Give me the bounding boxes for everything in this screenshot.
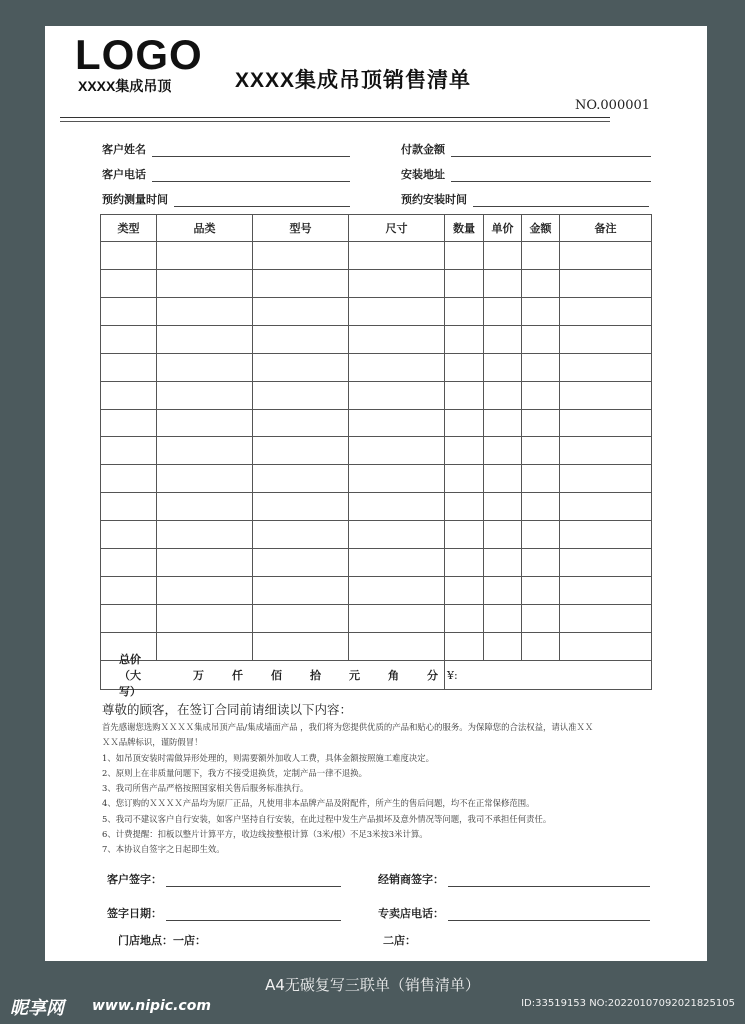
table-cell[interactable] bbox=[349, 549, 445, 577]
table-cell[interactable] bbox=[349, 353, 445, 381]
customer-signature-label: 客户签字： bbox=[107, 873, 162, 886]
table-cell[interactable] bbox=[484, 549, 522, 577]
table-row bbox=[101, 465, 652, 493]
col-remarks: 备注 bbox=[560, 215, 652, 242]
customer-signature-line[interactable] bbox=[166, 874, 341, 887]
watermark-url: www.nipic.com bbox=[92, 998, 211, 1014]
table-cell[interactable] bbox=[484, 521, 522, 549]
table-cell[interactable] bbox=[560, 381, 652, 409]
install-time-label: 预约安装时间 bbox=[401, 193, 467, 206]
table-cell[interactable] bbox=[349, 269, 445, 297]
table-cell[interactable] bbox=[484, 381, 522, 409]
col-quantity: 数量 bbox=[445, 215, 484, 242]
store-phone-label: 专卖店电话： bbox=[378, 907, 444, 920]
item-rows bbox=[101, 242, 652, 661]
table-cell[interactable] bbox=[484, 604, 522, 632]
table-cell[interactable] bbox=[560, 632, 652, 660]
table-cell[interactable] bbox=[522, 493, 560, 521]
table-cell[interactable] bbox=[522, 521, 560, 549]
document-number: NO.000001 bbox=[575, 98, 651, 113]
table-row bbox=[101, 409, 652, 437]
table-cell[interactable] bbox=[484, 325, 522, 353]
table-cell[interactable] bbox=[349, 297, 445, 325]
footer-caption: A4无碳复写三联单（销售清单） bbox=[265, 976, 480, 994]
table-cell[interactable] bbox=[522, 549, 560, 577]
table-cell[interactable] bbox=[101, 325, 157, 353]
items-table bbox=[100, 214, 652, 698]
col-category: 品类 bbox=[157, 215, 253, 242]
unit-shi: 拾 bbox=[310, 669, 321, 682]
table-cell[interactable] bbox=[157, 604, 253, 632]
table-cell[interactable] bbox=[253, 549, 349, 577]
table-row bbox=[101, 521, 652, 549]
sign-date-line[interactable] bbox=[166, 908, 341, 921]
unit-yuan: 元 bbox=[349, 669, 360, 682]
table-cell[interactable] bbox=[157, 493, 253, 521]
watermark-id: ID:33519153 NO:20220107092021825105 bbox=[521, 998, 735, 1009]
store-address-field[interactable] bbox=[118, 932, 206, 948]
table-cell[interactable] bbox=[253, 269, 349, 297]
install-time-line[interactable] bbox=[473, 194, 649, 207]
unit-jiao: 角 bbox=[388, 669, 399, 682]
notice-line: 3、我司所售产品严格按照国家相关售后服务标准执行。 bbox=[102, 783, 309, 794]
table-cell[interactable] bbox=[157, 242, 253, 270]
table-cell[interactable] bbox=[560, 269, 652, 297]
table-cell[interactable] bbox=[157, 549, 253, 577]
table-row bbox=[101, 577, 652, 605]
table-cell[interactable] bbox=[560, 409, 652, 437]
customer-phone-line[interactable] bbox=[152, 169, 350, 182]
table-cell[interactable] bbox=[157, 325, 253, 353]
measure-time-label: 预约测量时间 bbox=[102, 193, 168, 206]
table-cell[interactable] bbox=[101, 521, 157, 549]
customer-signature-field[interactable] bbox=[107, 871, 341, 887]
table-cell[interactable] bbox=[445, 521, 484, 549]
payment-amount-field[interactable] bbox=[401, 141, 651, 157]
table-cell[interactable] bbox=[560, 549, 652, 577]
sign-date-label: 签字日期： bbox=[107, 907, 162, 920]
logo: LOGO bbox=[75, 31, 203, 78]
table-cell[interactable] bbox=[253, 297, 349, 325]
table-cell[interactable] bbox=[445, 604, 484, 632]
notice-list bbox=[102, 720, 652, 858]
table-row bbox=[101, 381, 652, 409]
table-cell[interactable] bbox=[484, 269, 522, 297]
table-cell[interactable] bbox=[560, 465, 652, 493]
table-cell[interactable] bbox=[253, 604, 349, 632]
table-cell[interactable] bbox=[445, 632, 484, 660]
notice-line: 5、我司不建议客户自行安装，如客户坚持自行安装，在此过程中发生产品损坏及意外情况等问题，我司不承担任何责任。 bbox=[102, 813, 552, 824]
table-cell[interactable] bbox=[445, 577, 484, 605]
watermark-logo: 昵享网 bbox=[10, 998, 64, 1019]
header-rule-thin bbox=[60, 121, 610, 122]
col-unit-price: 单价 bbox=[484, 215, 522, 242]
table-cell[interactable] bbox=[253, 353, 349, 381]
notice-line: 2、原则上在非质量问题下，我方不接受退换货，定制产品一律不退换。 bbox=[102, 767, 367, 778]
total-label: 总价（大写） bbox=[119, 653, 141, 698]
table-row bbox=[101, 437, 652, 465]
install-address-field[interactable] bbox=[401, 166, 651, 182]
install-time-field[interactable] bbox=[401, 191, 649, 207]
table-cell[interactable] bbox=[157, 437, 253, 465]
table-cell[interactable] bbox=[484, 493, 522, 521]
customer-name-label: 客户姓名 bbox=[102, 143, 146, 156]
table-cell[interactable] bbox=[101, 465, 157, 493]
table-cell[interactable] bbox=[445, 297, 484, 325]
table-row bbox=[101, 604, 652, 632]
table-cell[interactable] bbox=[349, 465, 445, 493]
table-cell[interactable] bbox=[522, 437, 560, 465]
store-two-field[interactable] bbox=[383, 932, 416, 948]
unit-wan: 万 bbox=[193, 669, 204, 682]
table-cell[interactable] bbox=[157, 381, 253, 409]
table-cell[interactable] bbox=[522, 353, 560, 381]
table-cell[interactable] bbox=[349, 325, 445, 353]
table-cell[interactable] bbox=[349, 437, 445, 465]
table-cell[interactable] bbox=[522, 409, 560, 437]
table-cell[interactable] bbox=[445, 549, 484, 577]
store-address-label: 门店地点：一店： bbox=[118, 934, 206, 947]
customer-phone-field[interactable] bbox=[102, 166, 350, 182]
table-cell[interactable] bbox=[560, 493, 652, 521]
table-cell[interactable] bbox=[560, 437, 652, 465]
table-cell[interactable] bbox=[522, 577, 560, 605]
notice-title: 尊敬的顾客，在签订合同前请细读以下内容： bbox=[102, 702, 353, 717]
install-address-label: 安装地址 bbox=[401, 168, 445, 181]
table-cell[interactable] bbox=[522, 325, 560, 353]
table-cell[interactable] bbox=[445, 325, 484, 353]
table-row bbox=[101, 269, 652, 297]
table-cell[interactable] bbox=[157, 269, 253, 297]
table-cell[interactable] bbox=[157, 353, 253, 381]
table-cell[interactable] bbox=[157, 632, 253, 660]
install-address-line[interactable] bbox=[451, 169, 651, 182]
col-type: 类型 bbox=[101, 215, 157, 242]
table-cell[interactable] bbox=[101, 242, 157, 270]
table-cell[interactable] bbox=[253, 632, 349, 660]
table-cell[interactable] bbox=[349, 381, 445, 409]
table-cell[interactable] bbox=[101, 604, 157, 632]
table-cell[interactable] bbox=[445, 242, 484, 270]
unit-qian: 仟 bbox=[232, 669, 243, 682]
table-row bbox=[101, 297, 652, 325]
table-cell[interactable] bbox=[253, 381, 349, 409]
table-cell[interactable] bbox=[101, 269, 157, 297]
notice-line: 4、您订购的ＸＸＸＸ产品均为原厂正品，凡使用非本品牌产品及附配件，所产生的售后问题，均不在正常保修范围。 bbox=[102, 798, 535, 809]
table-cell[interactable] bbox=[253, 493, 349, 521]
table-cell[interactable] bbox=[484, 353, 522, 381]
currency-symbol: ¥: bbox=[447, 668, 458, 682]
table-cell[interactable] bbox=[522, 269, 560, 297]
table-cell[interactable] bbox=[560, 242, 652, 270]
customer-name-line[interactable] bbox=[152, 144, 350, 157]
col-amount: 金额 bbox=[522, 215, 560, 242]
table-cell[interactable] bbox=[349, 577, 445, 605]
table-cell[interactable] bbox=[349, 604, 445, 632]
table-cell[interactable] bbox=[560, 325, 652, 353]
table-cell[interactable] bbox=[484, 409, 522, 437]
table-cell[interactable] bbox=[522, 465, 560, 493]
table-row bbox=[101, 353, 652, 381]
table-cell[interactable] bbox=[157, 577, 253, 605]
table-cell[interactable] bbox=[157, 521, 253, 549]
customer-name-field[interactable] bbox=[102, 141, 350, 157]
table-row bbox=[101, 242, 652, 270]
table-cell[interactable] bbox=[560, 521, 652, 549]
table-cell[interactable] bbox=[522, 632, 560, 660]
total-row bbox=[101, 661, 652, 690]
table-cell[interactable] bbox=[253, 409, 349, 437]
table-cell[interactable] bbox=[349, 521, 445, 549]
table-cell[interactable] bbox=[445, 353, 484, 381]
logo-subtitle: XXXX集成吊顶 bbox=[78, 78, 172, 94]
table-cell[interactable] bbox=[349, 409, 445, 437]
table-row bbox=[101, 325, 652, 353]
table-cell[interactable] bbox=[484, 632, 522, 660]
table-cell[interactable] bbox=[522, 381, 560, 409]
measure-time-line[interactable] bbox=[174, 194, 350, 207]
store-phone-line[interactable] bbox=[448, 908, 650, 921]
table-cell[interactable] bbox=[445, 493, 484, 521]
table-cell[interactable] bbox=[157, 465, 253, 493]
sign-date-field[interactable] bbox=[107, 905, 341, 921]
col-model: 型号 bbox=[253, 215, 349, 242]
table-cell[interactable] bbox=[484, 577, 522, 605]
measure-time-field[interactable] bbox=[102, 191, 350, 207]
table-cell[interactable] bbox=[101, 577, 157, 605]
notice-line: 7、本协议自签字之日起即生效。 bbox=[102, 844, 225, 855]
table-header-row bbox=[101, 215, 652, 242]
payment-amount-line[interactable] bbox=[451, 144, 651, 157]
notice-line: 1、如吊顶安装时需做异形处理的，则需要额外加收人工费，具体金额按照施工难度决定。 bbox=[102, 752, 434, 763]
store-two-label: 二店： bbox=[383, 934, 416, 947]
table-cell[interactable] bbox=[349, 242, 445, 270]
table-cell[interactable] bbox=[484, 465, 522, 493]
unit-fen: 分 bbox=[427, 669, 438, 682]
table-row bbox=[101, 632, 652, 660]
table-cell[interactable] bbox=[560, 353, 652, 381]
table-cell[interactable] bbox=[484, 297, 522, 325]
table-cell[interactable] bbox=[349, 493, 445, 521]
table-cell[interactable] bbox=[253, 437, 349, 465]
unit-bai: 佰 bbox=[271, 669, 282, 682]
order-form-sheet bbox=[45, 26, 707, 961]
table-cell[interactable] bbox=[253, 242, 349, 270]
table-cell[interactable] bbox=[101, 297, 157, 325]
dealer-signature-label: 经销商签字： bbox=[378, 873, 444, 886]
col-size: 尺寸 bbox=[349, 215, 445, 242]
table-cell[interactable] bbox=[560, 604, 652, 632]
header-rule bbox=[60, 117, 610, 118]
table-cell[interactable] bbox=[157, 409, 253, 437]
table-cell[interactable] bbox=[445, 465, 484, 493]
total-currency-cell[interactable] bbox=[445, 661, 652, 690]
table-cell[interactable] bbox=[101, 353, 157, 381]
document-title: XXXX集成吊顶销售清单 bbox=[235, 69, 472, 92]
table-cell[interactable] bbox=[101, 409, 157, 437]
table-cell[interactable] bbox=[484, 242, 522, 270]
table-cell[interactable] bbox=[445, 269, 484, 297]
table-cell[interactable] bbox=[349, 632, 445, 660]
notice-line: 首先感谢您选购ＸＸＸＸ集成吊顶产品/集成墙面产品 ，我们将为您提供优质的产品和贴心的服务。为保障您的合法权益，请认准ＸＸ bbox=[102, 722, 594, 732]
table-cell[interactable] bbox=[253, 521, 349, 549]
total-words-cell[interactable] bbox=[101, 653, 445, 698]
table-cell[interactable] bbox=[101, 493, 157, 521]
table-cell[interactable] bbox=[445, 409, 484, 437]
table-cell[interactable] bbox=[560, 297, 652, 325]
payment-amount-label: 付款金额 bbox=[401, 143, 445, 156]
dealer-signature-field[interactable] bbox=[378, 871, 650, 887]
table-cell[interactable] bbox=[101, 437, 157, 465]
table-cell[interactable] bbox=[101, 549, 157, 577]
table-cell[interactable] bbox=[445, 437, 484, 465]
table-row bbox=[101, 493, 652, 521]
dealer-signature-line[interactable] bbox=[448, 874, 650, 887]
table-cell[interactable] bbox=[484, 437, 522, 465]
table-cell[interactable] bbox=[560, 577, 652, 605]
notice-line: ＸＸ品牌标识，谨防假冒！ bbox=[102, 737, 203, 748]
table-cell[interactable] bbox=[253, 325, 349, 353]
table-cell[interactable] bbox=[522, 604, 560, 632]
notice-line: 6、计费提醒：扣板以整片计算平方，收边线按整根计算（3米/根）不足3米按3米计算。 bbox=[102, 829, 428, 840]
table-cell[interactable] bbox=[522, 297, 560, 325]
table-cell[interactable] bbox=[157, 297, 253, 325]
table-cell[interactable] bbox=[101, 381, 157, 409]
table-cell[interactable] bbox=[522, 242, 560, 270]
table-row bbox=[101, 549, 652, 577]
table-cell[interactable] bbox=[253, 577, 349, 605]
table-cell[interactable] bbox=[445, 381, 484, 409]
store-phone-field[interactable] bbox=[378, 905, 650, 921]
customer-phone-label: 客户电话 bbox=[102, 168, 146, 181]
table-cell[interactable] bbox=[253, 465, 349, 493]
